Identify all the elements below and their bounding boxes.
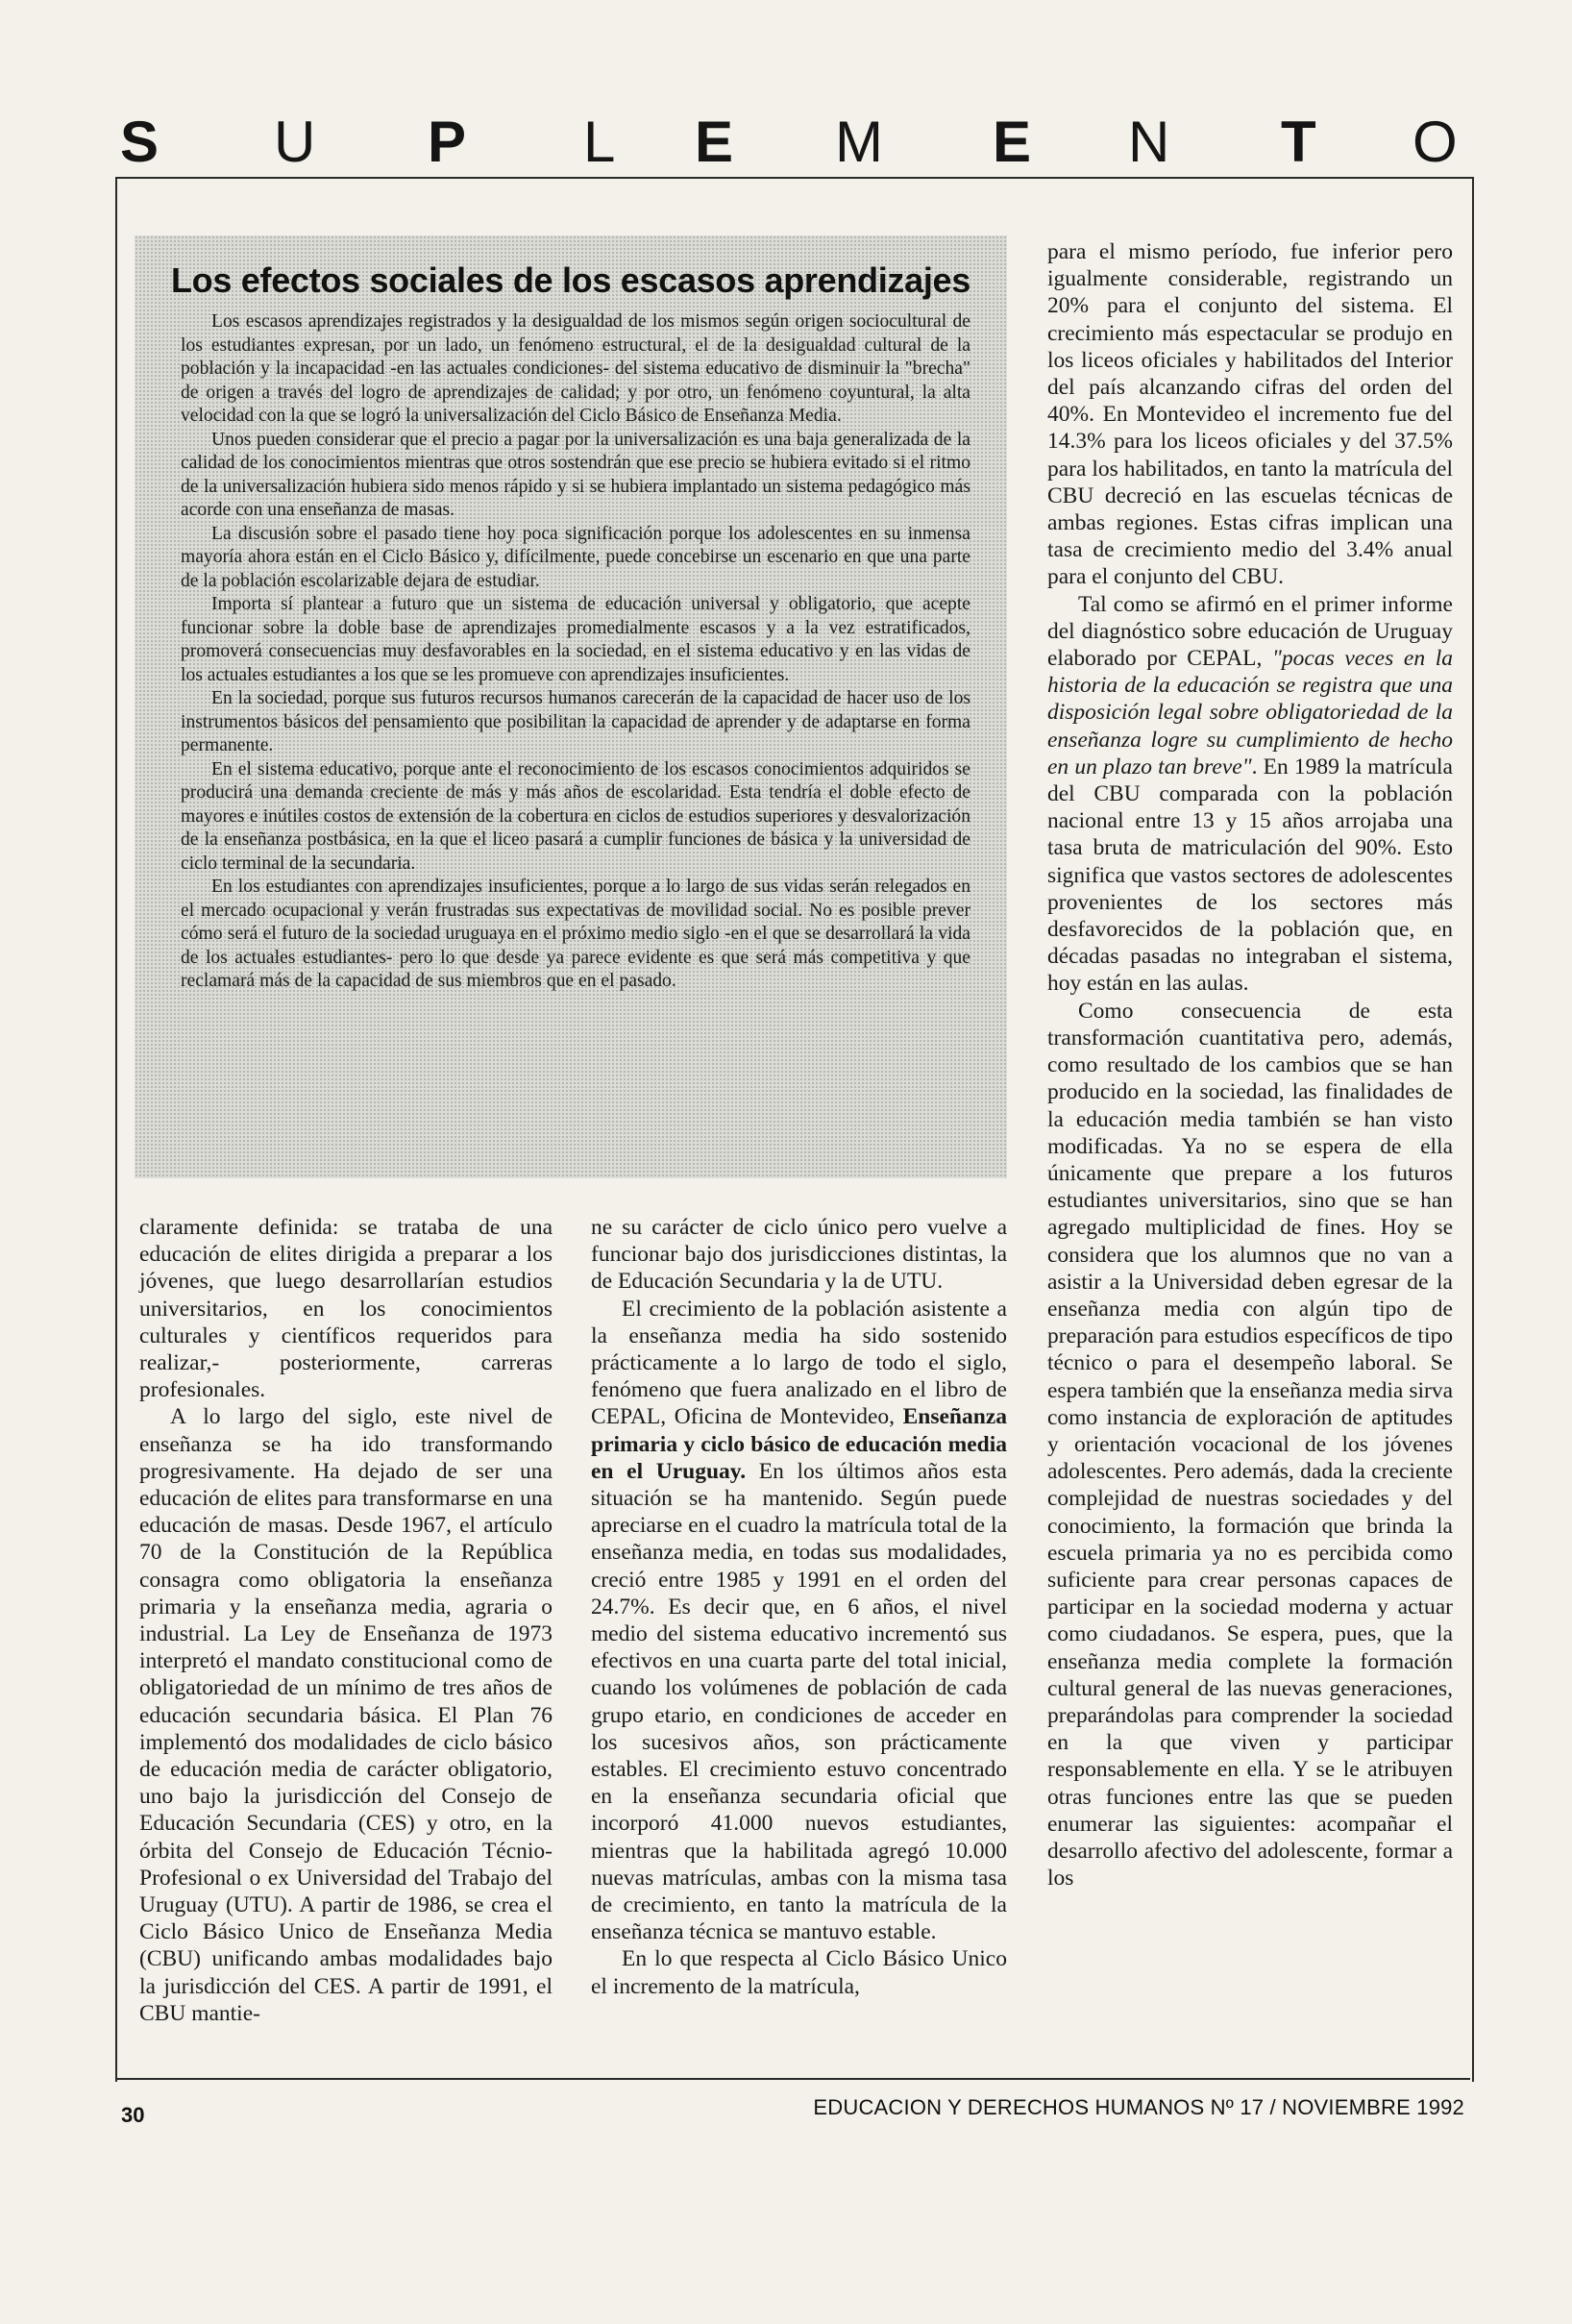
right-column xyxy=(1047,238,1453,1891)
body-text: El crecimiento de la población asistente a la enseñanza media ha sido sostenido prácticamente a lo largo de todo el siglo, fenómeno que fuera analizado en el libro de CEPAL, Oficina de Montevideo, xyxy=(591,1296,1007,1430)
header-letter: M xyxy=(835,110,883,174)
body-paragraph: para el mismo período, fue inferior pero igualmente considerable, registrando un 20% para el conjunto del sistema. El crecimiento más espectacular se produjo en los liceos oficiales y habilitados del Interior del país alcanzando cifras del orden del 40%. En Montevideo el incremento fue del 14.3% para los liceos oficiales y del 37.5% para los habilitados, en tanto la matrícula del CBU decreció en las escuelas técnicas de ambas regiones. Estas cifras implican una tasa de crecimiento medio del 3.4% anual para el conjunto del CBU. xyxy=(1047,239,1453,590)
body-text: Tal como se afirmó en el primer informe del diagnóstico sobre educación de Uruguay elaborado por CEPAL, xyxy=(1047,591,1453,672)
body-paragraph: claramente definida: se trataba de una educación de elites dirigida a preparar a los jóvenes, que luego desarrollarían estudios universitarios, en los conocimientos culturales y científicos requeridos para realizar,- posteriormente, carreras profesionales. xyxy=(139,1215,553,1403)
book-title: Enseñanza primaria y ciclo básico de educación media en el Uruguay. xyxy=(591,1404,1007,1484)
sidebar-paragraph: Unos pueden considerar que el precio a pagar por la universalización es una baja generalizada de la calidad de los conocimientos mientras que otros sostendrán que ese precio se hubiera evitado si el ritmo de la universalización hubiera sido menos rápido y si se hubiera implantado un sistema pedagógico más acorde con una enseñanza de masas. xyxy=(181,429,970,520)
sidebar-paragraph: Importa sí plantear a futuro que un sistema de educación universal y obligatorio, que acepte funcionar sobre la doble base de aprendizajes promedialmente escasos y a la vez estratificados, promoverá consecuencias muy desfavorables en la sociedad, en el sistema educativo y en las vidas de los actuales estudiantes a los que se les promueve con aprendizajes insuficientes. xyxy=(181,594,970,685)
quotation: "pocas veces en la historia de la educación se registra que una disposición legal sobre obligatoriedad de la enseñanza logre su cumplimiento de hecho en un plazo tan breve" xyxy=(1047,646,1453,779)
sidebar-paragraph: Los escasos aprendizajes registrados y la desigualdad de los mismos según origen sociocultural de los estudiantes expresan, por un lado, un fenómeno estructural, el de la desigualdad cultural de la población y la incapacidad -en las actuales condiciones- del sistema educativo de disminuir la "brecha" de origen a través del logro de aprendizajes de calidad; y por otro, un fenómeno coyuntural, la alta velocidad con la que se logró la universalización del Ciclo Básico de Enseñanza Media. xyxy=(181,311,970,426)
header-letter: E xyxy=(993,110,1032,174)
body-paragraph: A lo largo del siglo, este nivel de enseñanza se ha ido transformando progresivamente. Ha dejado de ser una educación de elites para transformarse en una educación de masas. Desde 1967, el artículo 70 de la Constitución de la República consagra como obligatoria la enseñanza primaria y la enseñanza media, agraria o industrial. La Ley de Enseñanza de 1973 interpretó el mandato constitucional como de obligatoriedad de un mínimo de tres años de educación secundaria básica. El Plan 76 implementó dos modalidades de ciclo básico de educación media de carácter obligatorio, uno bajo la jurisdicción del Consejo de Educación Secundaria (CES) y otro, en la órbita del Consejo de Educación Técnio-Profesional o ex Universidad del Trabajo del Uruguay (UTU). A partir de 1986, se crea el Ciclo Básico Unico de Enseñanza Media (CBU) unificando ambas modalidades bajo la jurisdicción del CES. A partir de 1991, el CBU mantie- xyxy=(139,1404,553,2026)
header-letter: O xyxy=(1412,110,1458,174)
header-letter: N xyxy=(1128,110,1170,174)
sidebar-paragraph: En los estudiantes con aprendizajes insuficientes, porque a lo largo de sus vidas serán relegados en el mercado ocupacional y verán frustradas sus expectativas de movilidad social. No es posible prever cómo será el futuro de la sociedad uruguaya en el próximo medio siglo -en el que se desarrollará la vida de los actuales estudiantes- pero lo que desde ya parece evidente es que será más competitiva y que reclamará más de la capacidad de sus miembros que en el pasado. xyxy=(181,877,970,991)
sidebar-box-body xyxy=(181,310,970,994)
sidebar-paragraph: En la sociedad, porque sus futuros recursos humanos carecerán de la capacidad de hacer uso de los instrumentos básicos del pensamiento que posibilitan la capacidad de aprender y de adaptarse en forma permanente. xyxy=(181,688,970,755)
header-letter: S xyxy=(120,110,160,174)
body-text: En los últimos años esta situación se ha mantenido. Según puede apreciarse en el cuadro la matrícula total de la enseñanza media, en todas sus modalidades, creció entre 1985 y 1991 en el orden del 24.7%. Es decir que, en 6 años, el nivel medio del sistema educativo incrementó sus efectivos en una cuarta parte del total inicial, cuando los volúmenes de población de cada grupo etario, en condiciones de acceder en los sucesivos años, son prácticamente estables. El crecimiento estuvo concentrado en la enseñanza secundaria oficial que incorporó 41.000 nuevos estudiantes, mientras que la habilitada agregó 10.000 nuevas matrículas, ambas con la misma tasa de crecimiento, en tanto la matrícula de la enseñanza técnica se mantuvo estable. xyxy=(591,1458,1007,1945)
header-letter: E xyxy=(695,110,734,174)
footer-rule xyxy=(115,2078,1470,2080)
body-paragraph: ne su carácter de ciclo único pero vuelve a funcionar bajo dos jurisdicciones distintas, la de Educación Secundaria y la de UTU. xyxy=(591,1215,1007,1295)
left-column xyxy=(139,1214,553,2027)
publication-footer: EDUCACION Y DERECHOS HUMANOS Nº 17 / NOVIEMBRE 1992 xyxy=(813,2095,1464,2119)
supplement-header xyxy=(115,104,1470,181)
body-paragraph xyxy=(591,1296,1007,1946)
sidebar-paragraph: La discusión sobre el pasado tiene hoy poca significación porque los adolescentes en su inmensa mayoría ahora están en el Ciclo Básico y, difícilmente, puede concebirse un escenario en que una parte de la población escolarizable dejara de estudiar. xyxy=(181,523,970,591)
body-paragraph: En lo que respecta al Ciclo Básico Unico el incremento de la matrícula, xyxy=(591,1946,1007,1999)
header-letter: L xyxy=(583,110,616,174)
page-number: 30 xyxy=(121,2103,145,2127)
middle-column xyxy=(591,1214,1007,2000)
body-paragraph xyxy=(1047,591,1453,998)
header-letter: T xyxy=(1281,110,1316,174)
body-text: . En 1989 la matrícula del CBU comparada con la población nacional entre 13 y 15 años arrojaba una tasa bruta de matriculación del 90%. Esto significa que vastos sectores de adolescentes provenientes de los sectores más desfavorecidos de la población que, en décadas pasadas no integraban el sistema, hoy están en las aulas. xyxy=(1047,754,1453,997)
header-letter: P xyxy=(428,110,467,174)
sidebar-box xyxy=(135,235,1007,1178)
sidebar-paragraph: En el sistema educativo, porque ante el reconocimiento de los escasos conocimientos adquiridos se producirá una demanda creciente de más y más años de escolaridad. Esta tendría el doble efecto de mayores e inútiles costos de extensión de la cobertura en ciclos de estudios superiores y desvalorización de la enseñanza postbásica, en la que el liceo pasará a cumplir funciones de básica y la universidad de ciclo terminal de la secundaria. xyxy=(181,758,970,874)
body-paragraph: Como consecuencia de esta transformación cuantitativa pero, además, como resultado de los cambios que se han producido en la sociedad, las finalidades de la educación media también se han visto modificadas. Ya no se espera de ella únicamente que prepare a los futuros estudiantes universitarios, sino que se han agregado multiplicidad de fines. Hoy se considera que los alumnos que no van a asistir a la Universidad deben egresar de la enseñanza media con algún tipo de preparación para estudios específicos de tipo técnico o para el desempeño laboral. Se espera también que la enseñanza media sirva como instancia de exploración de aptitudes y orientación vocacional de los jóvenes adolescentes. Pero además, dada la creciente complejidad de nuestras sociedades y del conocimiento, la formación que brinda la escuela primaria ya no es percibida como suficiente para crear personas capaces de participar en la sociedad moderna y actuar como ciudadanos. Se espera, pues, que la enseñanza media complete la formación cultural general de las nuevas generaciones, preparándolas para comprender la sociedad en la que viven y participar responsablemente en ella. Y se le atribuyen otras funciones entre las que se pueden enumerar las siguientes: acompañar el desarrollo afectivo del adolescente, formar a los xyxy=(1047,998,1453,1891)
sidebar-box-title: Los efectos sociales de los escasos aprendizajes xyxy=(170,260,970,300)
header-letter: U xyxy=(274,110,316,174)
